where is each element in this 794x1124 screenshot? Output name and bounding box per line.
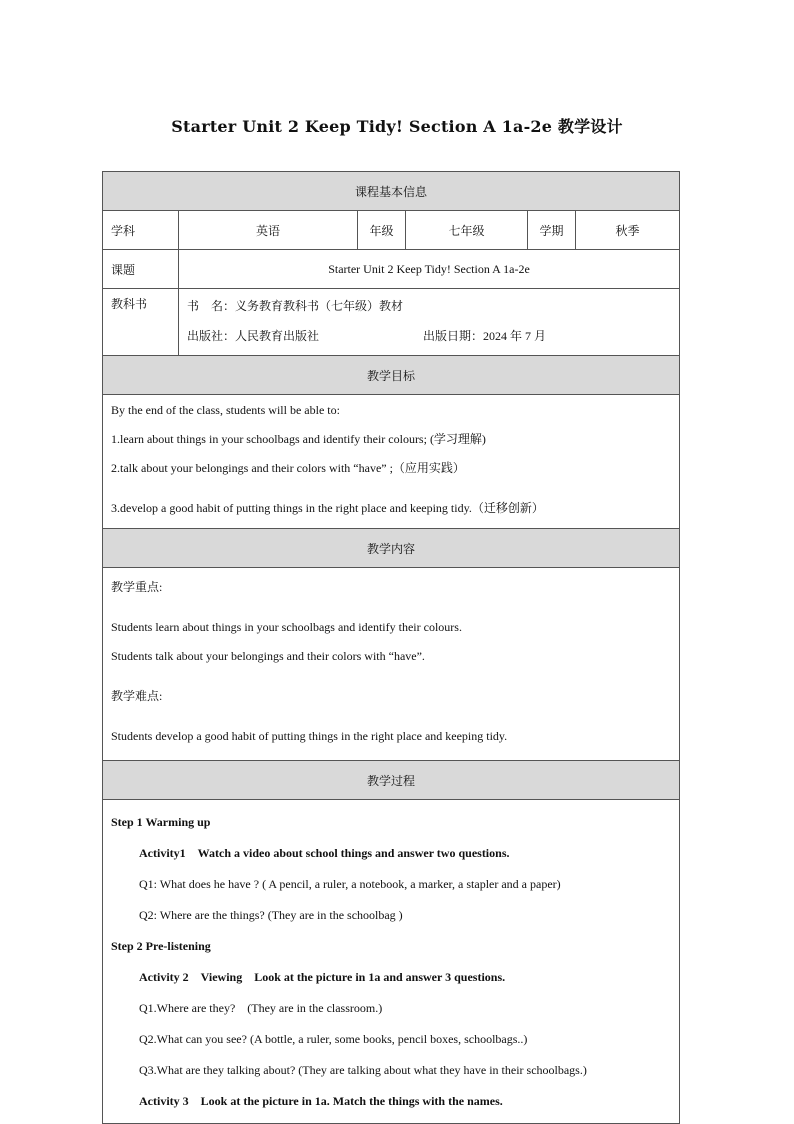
textbook-label: 教科书 [103, 289, 179, 356]
step-2-heading: Step 2 Pre-listening [111, 939, 211, 953]
document-title: Starter Unit 2 Keep Tidy! Section A 1a-2e 教学设计 [171, 117, 623, 136]
subject-value: 英语 [179, 211, 358, 250]
basic-info-header: 课程基本信息 [103, 172, 680, 211]
content-body [103, 568, 680, 761]
step-2-question-3: Q3.What are they talking about? (They are talking about what they have in their schoolbags.) [139, 1063, 587, 1077]
process-body [103, 800, 680, 1124]
subject-label: 学科 [103, 211, 179, 250]
key-points-label: 教学重点: [111, 580, 163, 594]
objectives-intro: By the end of the class, students will be able to: [111, 403, 340, 417]
textbook-info [179, 289, 680, 356]
difficult-points-label: 教学难点: [111, 689, 163, 703]
content-header: 教学内容 [103, 529, 680, 568]
step-1-question-2: Q2: Where are the things? (They are in the schoolbag ) [139, 908, 403, 922]
key-point: Students talk about your belongings and their colors with “have”. [111, 649, 425, 663]
lesson-plan-table [102, 171, 680, 1124]
grade-label: 年级 [358, 211, 406, 250]
step-2-question-2: Q2.What can you see? (A bottle, a ruler, some books, pencil boxes, schoolbags..) [139, 1032, 528, 1046]
step-1-question-1: Q1: What does he have ? ( A pencil, a ruler, a notebook, a marker, a stapler and a paper) [139, 877, 561, 891]
term-label: 学期 [528, 211, 576, 250]
topic-value: Starter Unit 2 Keep Tidy! Section A 1a-2e [179, 250, 680, 289]
objective-item: 3.develop a good habit of putting things in the right place and keeping tidy.（迁移创新） [111, 501, 544, 515]
activity-1: Activity1 Watch a video about school things and answer two questions. [139, 846, 510, 860]
book-name: 书 名：义务教育教科书（七年级）教材 [187, 299, 404, 313]
grade-value: 七年级 [406, 211, 528, 250]
objectives-body [103, 395, 680, 529]
step-2-question-1: Q1.Where are they? (They are in the classroom.) [139, 1001, 383, 1015]
publish-date: 出版日期：2024 年 7 月 [423, 329, 547, 343]
activity-2: Activity 2 Viewing Look at the picture in 1a and answer 3 questions. [139, 970, 506, 984]
objectives-header: 教学目标 [103, 356, 680, 395]
step-1-heading: Step 1 Warming up [111, 815, 211, 829]
activity-3: Activity 3 Look at the picture in 1a. Match the things with the names. [139, 1094, 503, 1108]
topic-label: 课题 [103, 250, 179, 289]
publisher: 出版社：人民教育出版社 [187, 329, 320, 343]
objective-item: 1.learn about things in your schoolbags and identify their colours; (学习理解) [111, 432, 486, 446]
publisher-line [187, 321, 671, 351]
objective-item: 2.talk about your belongings and their colors with “have” ;（应用实践） [111, 461, 465, 475]
key-point: Students learn about things in your schoolbags and identify their colours. [111, 620, 462, 634]
process-header: 教学过程 [103, 761, 680, 800]
term-value: 秋季 [576, 211, 680, 250]
difficult-point: Students develop a good habit of putting things in the right place and keeping tidy. [111, 729, 508, 743]
